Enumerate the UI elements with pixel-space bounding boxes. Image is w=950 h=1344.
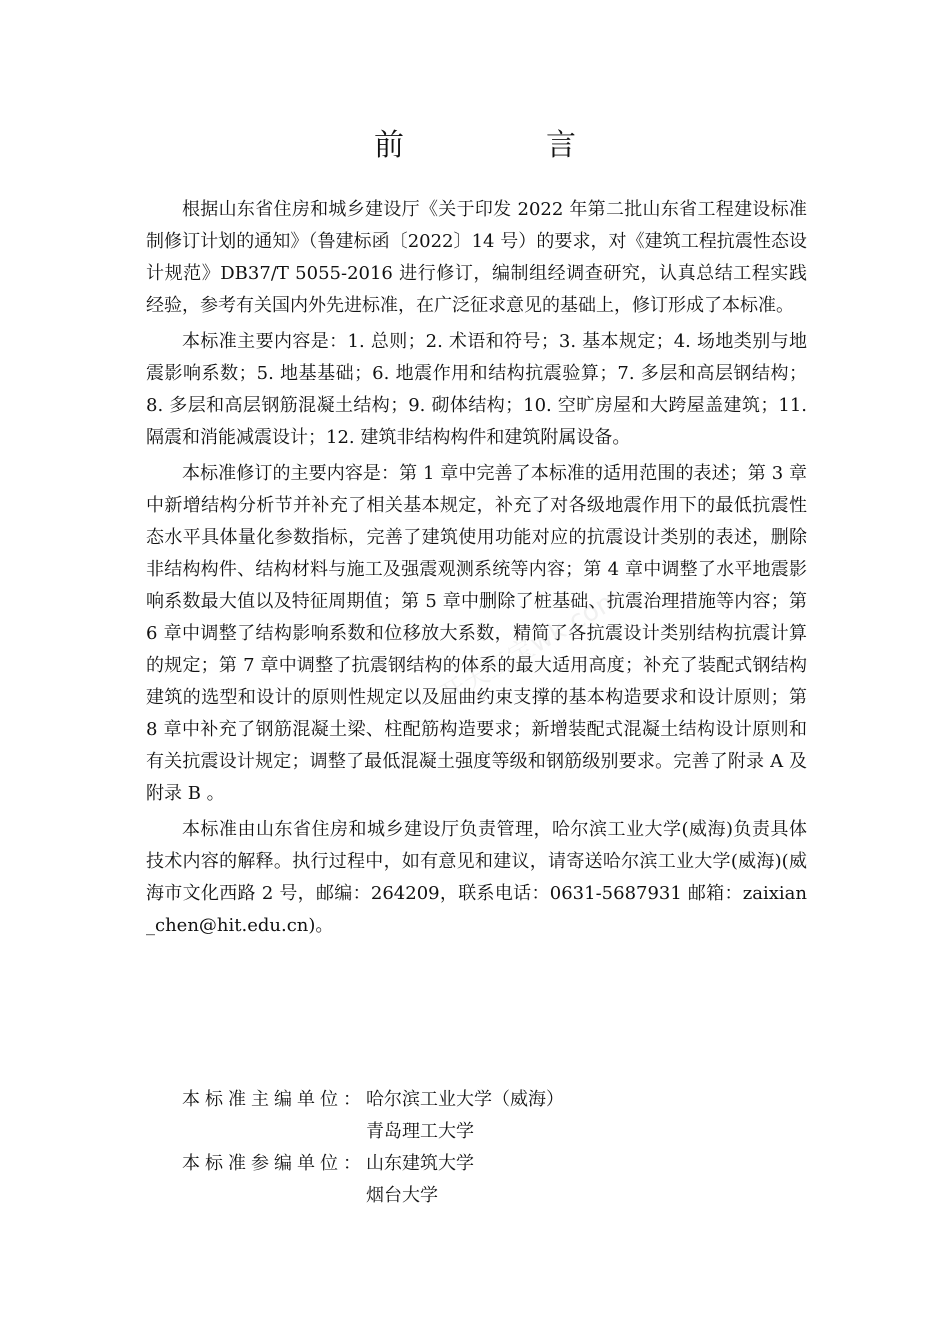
paragraph-management-contact: 本标准由山东省住房和城乡建设厅负责管理，哈尔滨工业大学(威海)负责具体技术内容的解释。执行过程中，如有意见和建议，请寄送哈尔滨工业大学(威海)(威海市文化西路 2 号，邮编：264209，联系电话：0631-5687931 邮箱：zaixian_chen@hit.edu.cn)。 [146, 819, 807, 936]
participating-label: 本标准参编单位： [182, 1153, 366, 1174]
paragraph-revision-basis: 根据山东省住房和城乡建设厅《关于印发 2022 年第二批山东省工程建设标准制修订计划的通知》（鲁建标函〔2022〕14 号）的要求，对《建筑工程抗震性态设计规范》DB37/T 5055-2016 进行修订，编制组经调查研究，认真总结工程实践经验，参考有关国内外先进标准，在广泛征求意见的基础上，修订形成了本标准。 [146, 199, 807, 316]
paragraph-main-contents: 本标准主要内容是：1. 总则；2. 术语和符号；3. 基本规定；4. 场地类别与地震影响系数；5. 地基基础；6. 地震作用和结构抗震验算；7. 多层和高层钢结构；8. 多层和高层钢筋混凝土结构；9. 砌体结构；10. 空旷房屋和大跨屋盖建筑；11. 隔震和消能减震设计；12. 建筑非结构构件和建筑附属设备。 [146, 331, 807, 448]
page-title: 前 言 [374, 128, 632, 163]
chief-editor-units-row [182, 1084, 782, 1148]
participating-list [366, 1148, 474, 1212]
chief-editor-list [366, 1084, 564, 1148]
chief-editor-unit: 哈尔滨工业大学（威海） [366, 1089, 564, 1110]
paragraph-revision-contents: 本标准修订的主要内容是：第 1 章中完善了本标准的适用范围的表述；第 3 章中新增结构分析节并补充了相关基本规定，补充了对各级地震作用下的最低抗震性态水平具体量化参数指标，完善了建筑使用功能对应的抗震设计类别的表述，删除非结构构件、结构材料与施工及强震观测系统等内容；第 4 章中调整了水平地震影响系数最大值以及特征周期值；第 5 章中删除了桩基础、抗震治理措施等内容；第 6 章中调整了结构影响系数和位移放大系数，精简了各抗震设计类别结构抗震计算的规定；第 7 章中调整了抗震钢结构的体系的最大适用高度；补充了装配式钢结构建筑的选型和设计的原则性规定以及屈曲约束支撑的基本构造要求和设计原则；第 8 章中补充了钢筋混凝土梁、柱配筋构造要求；新增装配式混凝土结构设计原则和有关抗震设计规定；调整了最低混凝土强度等级和钢筋级别要求。完善了附录 A 及附录 B 。 [146, 463, 807, 804]
chief-editor-unit: 青岛理工大学 [366, 1121, 474, 1142]
chief-editor-label: 本标准主编单位： [182, 1089, 366, 1110]
editing-units [182, 1084, 782, 1212]
participating-unit: 山东建筑大学 [366, 1153, 474, 1174]
preface-body [146, 194, 807, 946]
participating-units-row [182, 1148, 782, 1212]
participating-unit: 烟台大学 [366, 1185, 438, 1206]
watermark: 开天工宝wk.com [435, 583, 627, 712]
